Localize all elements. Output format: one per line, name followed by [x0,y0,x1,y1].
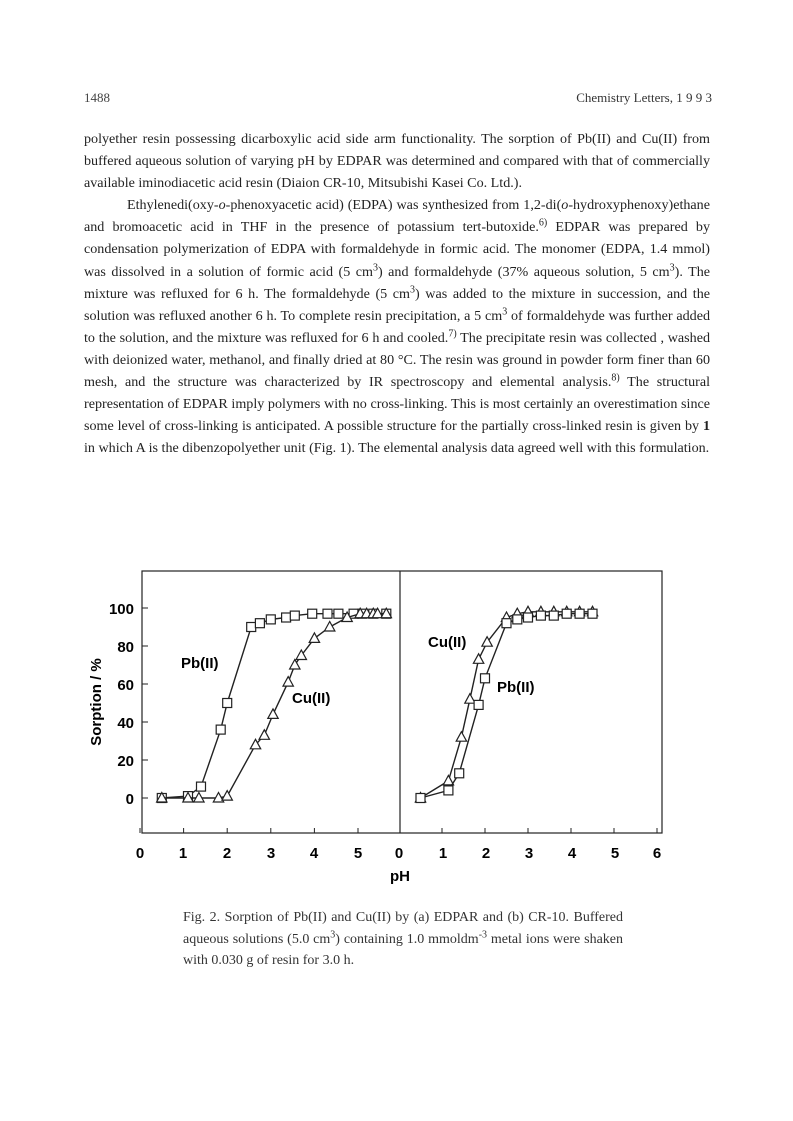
p2-text: EDPAR was prepared by condensation polymerization of EDPA with formaldehyde in formic acid. The monomer (EDPA, 1.4 mmol) was dissolved in a solution of formic acid (5 cm [84,219,711,280]
p2-italic: o [218,197,226,214]
series-layer [157,606,598,802]
y-tick-100: 100 [108,601,134,618]
x-tick-left-3: 3 [266,845,276,862]
x-tick-right-2: 2 [481,845,491,862]
p2-text: The precipitate resin was collected , washed with deionized water, methanol, and finally dried at 80 °C. The resin was ground in powder form finer than 60 mesh, and the structure was characterized by IR spectroscopy and elemental analysis. [84,329,710,391]
p2-text: -hydroxyphenoxy)ethane and bromoacetic acid in THF in the presence of potassium tert-butoxide. [84,197,710,236]
journal-title: Chemistry Letters, 1 9 9 3 [576,90,712,105]
y-tick-40: 40 [117,715,134,732]
data-point-pbii [247,623,256,632]
data-point-cuii [290,660,300,670]
y-tick-80: 80 [117,639,134,656]
paragraph-1: polyether resin possessing dicarboxylic acid side arm functionality. The sorption of Pb(II) and Cu(II) from buffered aqueous solution of varying pH by EDPAR was determined and compared with that of commercially available iminodiacetic acid resin (Diaion CR-10, Mitsubishi Kasei Co. Ltd.). [84,131,710,192]
series-line-cuii [162,614,386,798]
figure-2 [0,560,793,900]
data-point-pbii [266,615,275,624]
y-tick-60: 60 [117,677,134,694]
p2-text: -phenoxyacetic acid) (EDPA) was synthesized from 1,2-di( [225,197,562,214]
data-point-pbii [282,613,291,622]
reference-6: 6) [538,217,548,229]
p2-italic: o [561,197,569,214]
data-point-pbii [502,619,511,628]
caption-text: ) containing 1.0 mmoldm [335,931,479,947]
caption-text: Fig. 2. Sorption of Pb(II) and Cu(II) by (a) EDPAR and (b) CR-10. Buffered aqueous solutions (5.0 cm [183,910,623,947]
x-tick-left-0: 0 [135,845,145,862]
compound-1: 1 [702,418,710,435]
y-tick-20: 20 [117,753,134,770]
p2-text: ). The mixture was refluxed for 6 h. The formaldehyde (5 cm [84,263,711,302]
data-point-pbii [524,613,533,622]
paragraph-2 [84,194,710,459]
x-tick-right-5: 5 [610,845,620,862]
label-right-pb: Pb(II) [497,679,535,696]
x-tick-right-4: 4 [567,845,577,862]
data-point-pbii [562,609,571,618]
p2-text: of formaldehyde was further added to the solution, and the mixture was refluxed for 6 h and cooled. [84,307,710,346]
data-point-pbii [513,615,522,624]
data-point-pbii [223,699,232,708]
series-line-pbii [162,614,386,798]
data-point-pbii [255,619,264,628]
reference-7: 7) [448,328,457,340]
data-point-pbii [481,674,490,683]
curve-labels [181,634,535,707]
data-point-cuii [473,654,483,664]
superscript: 3 [669,261,675,273]
y-tick-labels [109,601,134,808]
superscript: 3 [410,283,416,295]
x-tick-right-0: 0 [394,845,404,862]
p2-text: ) and formaldehyde (37% aqueous solution, 5 cm [377,263,670,280]
data-point-cuii [309,633,319,643]
data-point-pbii [334,609,343,618]
data-point-pbii [197,782,206,791]
data-point-pbii [416,794,425,803]
p2-text: The structural representation of EDPAR imply polymers with no cross-linking. This is most certainly an overestimation since some level of cross-linking is anticipated. A possible structure for the partially cross-linked resin is given by [84,374,710,435]
y-tick-0: 0 [125,791,134,808]
x-tick-left-4: 4 [309,845,319,862]
data-point-cuii [456,732,466,742]
x-tick-labels [136,845,661,862]
data-point-pbii [536,611,545,620]
data-point-pbii [474,700,483,709]
p2-text: ) was added to the mixture in succession, and the solution was refluxed another 6 h. To complete resin precipitation, a 5 cm [84,285,710,324]
x-tick-right-3: 3 [524,845,534,862]
p2-text: in which A is the dibenzopolyether unit (Fig. 1). The elemental analysis data agreed well with this formulation. [84,440,710,457]
reference-8: 8) [611,372,620,384]
label-right-cu: Cu(II) [428,634,467,651]
data-point-pbii [308,609,317,618]
data-point-pbii [216,725,225,734]
figure-caption [183,907,623,972]
x-tick-left-5: 5 [353,845,363,862]
superscript: 3 [372,261,378,273]
data-point-pbii [323,609,332,618]
x-axis-label: pH [390,868,410,885]
data-point-cuii [194,793,204,803]
data-point-cuii [222,791,232,801]
p2-text: Ethylenedi(oxy- [127,197,219,214]
x-tick-right-1: 1 [438,845,448,862]
y-axis-label: Sorption / % [88,658,105,746]
data-point-pbii [575,609,584,618]
body-text [84,128,710,459]
caption-superscript: -3 [478,928,488,940]
data-point-pbii [549,611,558,620]
data-point-cuii [325,622,335,632]
caption-superscript: 3 [330,928,336,940]
x-tick-left-2: 2 [222,845,232,862]
caption-text: metal ions were shaken with 0.030 g of resin for 3.0 h. [183,931,623,968]
page-number: 1488 [84,90,110,105]
page-header [84,90,712,110]
superscript: 3 [502,306,508,318]
x-tick-left-1: 1 [178,845,188,862]
data-point-pbii [290,611,299,620]
data-point-pbii [444,786,453,795]
label-left-cu: Cu(II) [292,690,331,707]
x-tick-right-6: 6 [652,845,662,862]
label-left-pb: Pb(II) [181,655,219,672]
data-point-pbii [588,609,597,618]
data-point-cuii [283,677,293,687]
data-point-cuii [259,730,269,740]
data-point-cuii [268,709,278,719]
data-point-pbii [455,769,464,778]
